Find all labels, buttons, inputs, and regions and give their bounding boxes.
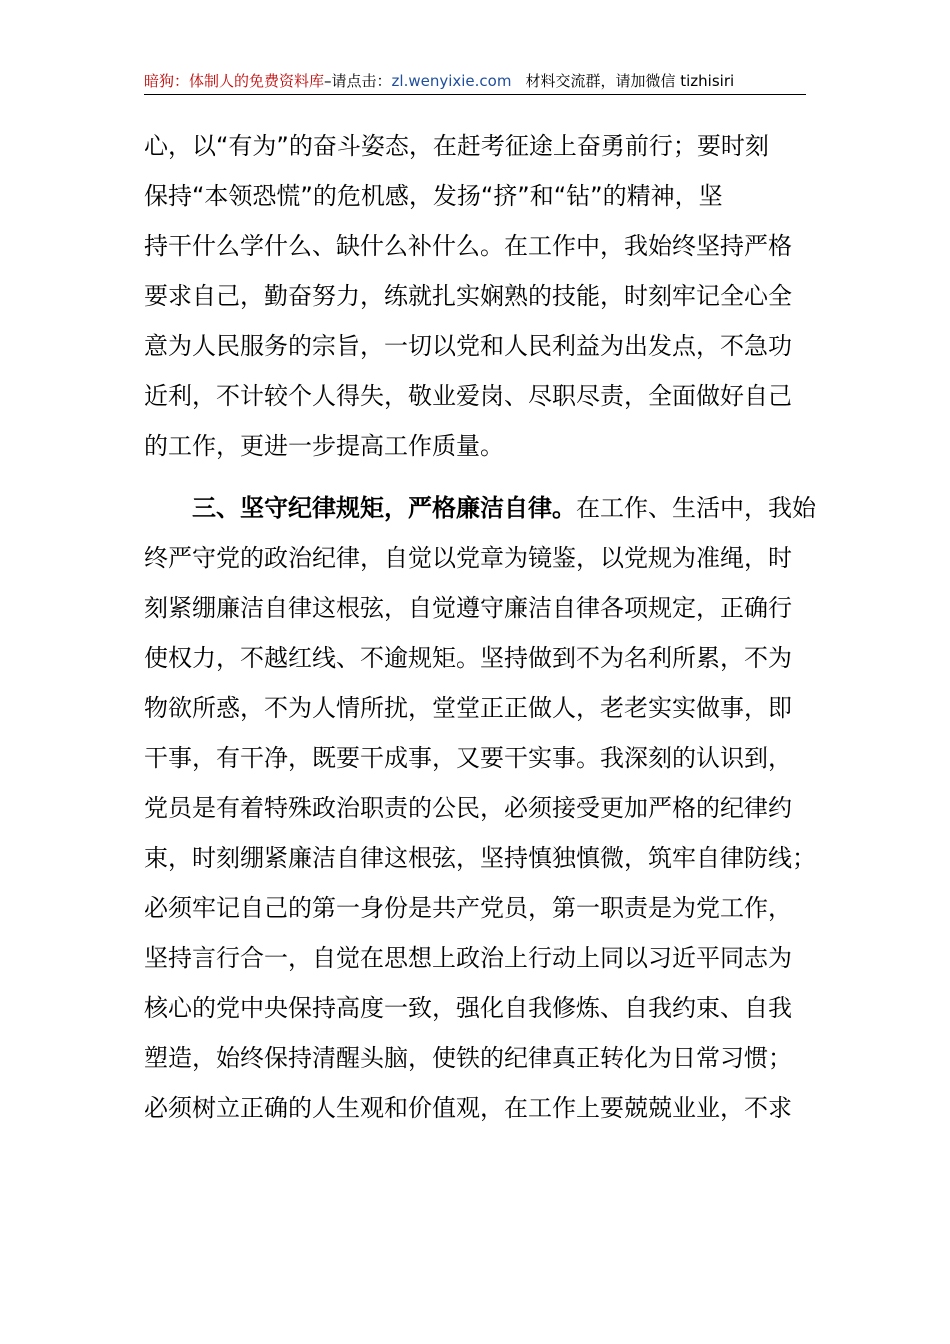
text-line: 束，时刻绷紧廉洁自律这根弦，坚持慎独慎微，筑牢自律防线； <box>144 844 816 872</box>
text-line: 终严守党的政治纪律，自觉以党章为镜鉴，以党规为准绳，时 <box>144 544 792 572</box>
text-line: 干事，有干净，既要干成事，又要干实事。我深刻的认识到， <box>144 744 792 772</box>
text-line: 持干什么学什么、缺什么补什么。在工作中，我始终坚持严格 <box>144 232 792 260</box>
section-first-line <box>144 483 824 533</box>
section-first-line-text: 在工作、生活中，我始 <box>576 494 816 522</box>
page-header <box>144 70 806 95</box>
paragraph-2 <box>144 483 824 1133</box>
text-line: 塑造，始终保持清醒头脑，使铁的纪律真正转化为日常习惯； <box>144 1044 792 1072</box>
text-line: 保持“本领恐慌”的危机感，发扬“挤”和“钻”的精神，坚 <box>144 182 723 210</box>
text-line: 必须树立正确的人生观和价值观，在工作上要兢兢业业，不求 <box>144 1094 792 1122</box>
text-line: 物欲所惑，不为人情所扰，堂堂正正做人，老老实实做事，即 <box>144 694 792 722</box>
text-line: 使权力，不越红线、不逾规矩。坚持做到不为名利所累，不为 <box>144 644 792 672</box>
text-line: 心，以“有为”的奋斗姿态，在赶考征途上奋勇前行；要时刻 <box>144 132 769 160</box>
section-heading: 三、坚守纪律规矩，严格廉洁自律。 <box>192 494 576 522</box>
text-line: 要求自己，勤奋努力，练就扎实娴熟的技能，时刻牢记全心全 <box>144 282 792 310</box>
text-line: 必须牢记自己的第一身份是共产党员，第一职责是为党工作， <box>144 894 792 922</box>
text-line: 刻紧绷廉洁自律这根弦，自觉遵守廉洁自律各项规定，正确行 <box>144 594 792 622</box>
paragraph-spacer <box>144 471 824 483</box>
text-line: 党员是有着特殊政治职责的公民，必须接受更加严格的纪律约 <box>144 794 792 822</box>
header-group-info: 材料交流群，请加微信 tizhisiri <box>525 72 735 90</box>
text-line: 近利，不计较个人得失，敬业爱岗、尽职尽责，全面做好自己 <box>144 382 792 410</box>
header-prompt: –请点击： <box>324 72 392 90</box>
document-body <box>144 121 824 1133</box>
header-brand: 暗狗：体制人的免费资料库 <box>144 72 325 90</box>
text-line: 的工作，更进一步提高工作质量。 <box>144 432 504 460</box>
paragraph-1 <box>144 121 824 471</box>
text-line: 意为人民服务的宗旨，一切以党和人民利益为出发点，不急功 <box>144 332 792 360</box>
header-link[interactable]: zl.wenyixie.com <box>391 72 512 90</box>
text-line: 坚持言行合一，自觉在思想上政治上行动上同以习近平同志为 <box>144 944 792 972</box>
text-line: 核心的党中央保持高度一致，强化自我修炼、自我约束、自我 <box>144 994 792 1022</box>
